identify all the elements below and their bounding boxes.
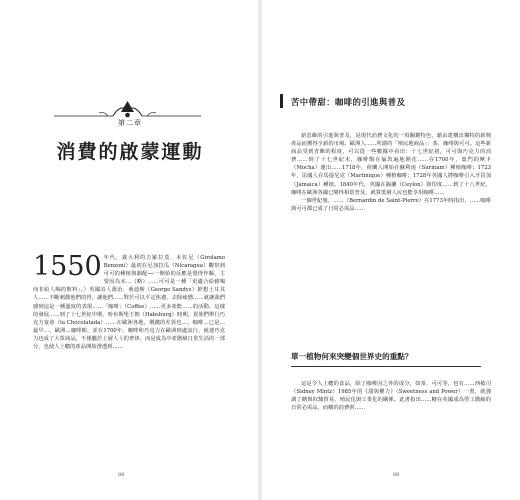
section-marker [280,94,283,108]
sub-heading: 單一植物何來突變個世界史的重點？ [291,352,413,361]
sub-heading-rule [291,366,481,367]
section-title: 苦中帶甜：咖啡的引進與普及 [291,97,406,107]
sub-section-text [291,380,491,412]
drop-number: 1550 [33,251,102,282]
page-number: 88 [118,472,125,478]
chapter-title: 消費的啟蒙運動 [56,141,204,163]
chapter-label: 第二章 [118,119,142,127]
right-page [260,0,520,500]
page-number: 89 [393,472,400,478]
left-body-text [33,251,225,351]
right-body-text [291,132,491,213]
paragraph: 這是令人上癮的食品，除了咖啡因之外的成分，如茶、可可等，也有……西敏司（Sidney Mintz）1985年的《甜與權力》（Sweetness and Power）一書，就強調了糖與奴隸貿易、殖民化與工業化的關係。此書指出……糖在英國成為勞工階級的日常必需品，而糖的消費則…… [291,381,491,412]
left-body-paragraph: 年代，義大利的吉羅拉莫．本佐尼（Girolamo Benzoni）最初在尼加拉瓜（Nicaragua）觀察到可可的種植與調配──一開始的反應是覺得作嘔，主要因為本…（略）……可可是一種「更適合給豬喝而非給人喝的飲料」。）英國詩人喬治．桑迪斯（George Sandys）推想土耳其人……不斷刺激他們的胃，讓他們……對於可以平定焦慮、去除疲憊……就讓我們感到這是一種溫度的表現……「咖啡」（Coffee）……更多產能……的活動。這樣的發展……到了十七世紀中期，哈布斯堡王朝（Habsburg）時期，貴族們舉行巧克力宴會（la Chocolatada）……在歐洲各地，價錢的差異也…，咖啡…已是…最早…，歐洲…咖啡館，並在1700年，咖啡和巧克力在歐洲到處流行，就連巧克力也成了大眾商品，不僅屬於上層人士的奢侈，而是成為中產階級日常生活的一部分，也使人上癮的產品開始滲透到…… [33,255,225,351]
paragraph: 新思維的引進與普及，是現代消費文化的一項關鍵特色，藉由建構出獨特的新興產品而獲得全新的市場。歐洲人……所謂的「殖民地商品」：茶、咖啡與可可。這些新商品受到青睞的程度，可以從一些數據中看出：十七世紀初，可可與巧克力的消費……到了十七世紀末，咖啡館在倫敦遍地開花……在1700年，葉門的摩卡（Mocha）運出……1718年，荷蘭人開始在蘇利南（Surinam）種植咖啡；1723年，法國人在馬提尼克（Martinique）種植咖啡；1728年英國人將咖啡引入牙買加（Jamaica）種植。1840年代，英國在錫蘭（Ceylon）與印度……到了十八世紀，咖啡在歐洲各國已變得相當普及，就算低層人民也能享用咖啡…… [291,133,491,196]
paragraph: 一個世紀後，……（Bernardin de Saint-Pierre）在1773年時指出，……咖啡與可可都已成了日常必需品…… [291,197,491,212]
